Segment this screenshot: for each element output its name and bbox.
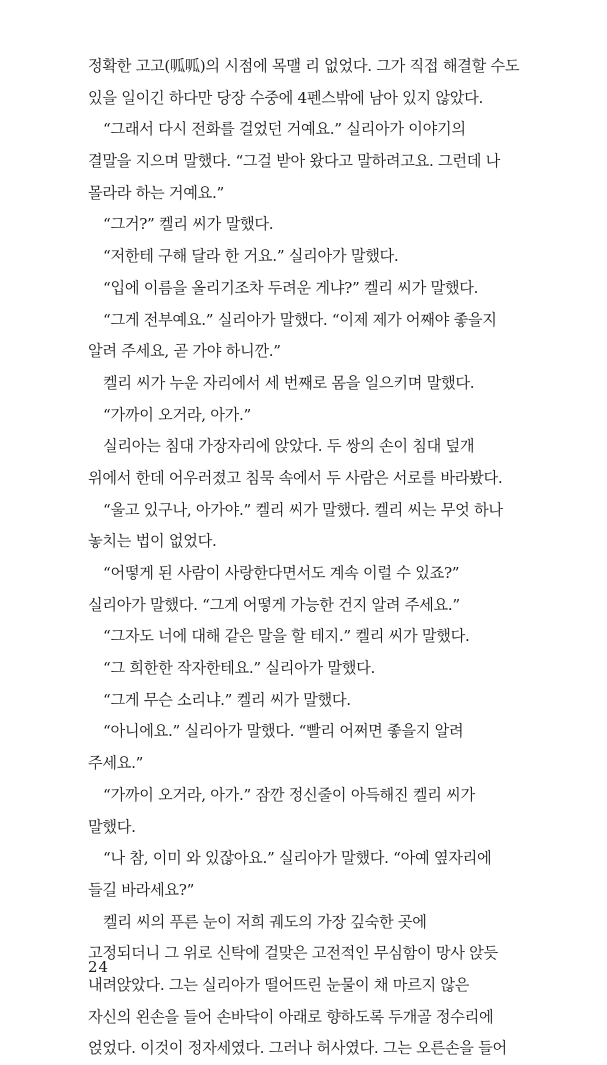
text-line: “그게 무슨 소리냐.” 켈리 씨가 말했다. (103, 690, 351, 709)
text-line: 실리아는 침대 가장자리에 앉았다. 두 쌍의 손이 침대 덮개 (103, 437, 475, 456)
text-line: “그거?” 켈리 씨가 말했다. (103, 215, 274, 234)
text-line: 고정되더니 그 위로 신탁에 걸맞은 고전적인 무심함이 망사 앉듯 (88, 944, 498, 963)
text-line: “입에 이름을 올리기조차 두려운 게냐?” 켈리 씨가 말했다. (103, 278, 479, 297)
text-line: 있을 일이긴 하다만 당장 수중에 4펜스밖에 남아 있지 않았다. (88, 88, 484, 107)
text-line: 내려앉았다. 그는 실리아가 떨어뜨린 눈물이 채 마르지 않은 (88, 975, 470, 994)
text-line: 실리아가 말했다. “그게 어떻게 가능한 건지 알려 주세요.” (88, 595, 460, 614)
text-line: “가까이 오거라, 아가.” 잠깐 정신줄이 아득해진 켈리 씨가 (103, 785, 475, 804)
text-line: “그래서 다시 전화를 걸었던 거예요.” 실리아가 이야기의 (103, 120, 466, 139)
text-line: “아니에요.” 실리아가 말했다. “빨리 어쩌면 좋을지 알려 (103, 722, 464, 741)
text-line: 얹었다. 이것이 정자세였다. 그러나 허사였다. 그는 오른손을 들어 (88, 1039, 507, 1058)
text-line: “가까이 오거라, 아가.” (103, 405, 252, 424)
text-line: “어떻게 된 사람이 사랑한다면서도 계속 이럴 수 있죠?” (103, 564, 460, 582)
page-number: 24 (88, 958, 110, 976)
text-line: “그자도 너에 대해 같은 말을 할 테지.” 켈리 씨가 말했다. (103, 627, 470, 646)
text-line: 알려 주세요, 곧 가야 하니깐.” (88, 342, 281, 361)
text-line: 놓치는 법이 없었다. (88, 532, 217, 551)
text-line: 결말을 지으며 말했다. “그걸 받아 왔다고 말하려고요. 그런데 나 (88, 152, 501, 171)
text-line: “나 참, 이미 와 있잖아요.” 실리아가 말했다. “아예 옆자리에 (103, 849, 492, 868)
text-line: “울고 있구나, 아가야.” 켈리 씨가 말했다. 켈리 씨는 무엇 하나 (103, 500, 503, 519)
body-text (88, 51, 568, 1065)
text-line: 말했다. (88, 817, 136, 836)
text-line: 켈리 씨가 누운 자리에서 세 번째로 몸을 일으키며 말했다. (103, 373, 475, 392)
text-line: 위에서 한데 어우러졌고 침묵 속에서 두 사람은 서로를 바라봤다. (88, 468, 503, 487)
text-line: “그게 전부예요.” 실리아가 말했다. “이제 제가 어째야 좋을지 (103, 310, 497, 329)
text-line: 켈리 씨의 푸른 눈이 저희 궤도의 가장 깊숙한 곳에 (103, 912, 427, 931)
text-line: 몰라라 하는 거예요.” (88, 183, 225, 202)
text-line: “저한테 구해 달라 한 거요.” 실리아가 말했다. (103, 247, 399, 266)
text-line: 자신의 왼손을 들어 손바닥이 아래로 향하도록 두개골 정수리에 (88, 1007, 494, 1026)
text-line: 들길 바라세요?” (88, 880, 195, 899)
text-line: 정확한 고고(呱呱)의 시점에 목맬 리 없었다. 그가 직접 해결할 수도 (88, 57, 520, 75)
text-line: 주세요.” (88, 754, 144, 773)
text-line: “그 희한한 작자한테요.” 실리아가 말했다. (103, 659, 376, 678)
